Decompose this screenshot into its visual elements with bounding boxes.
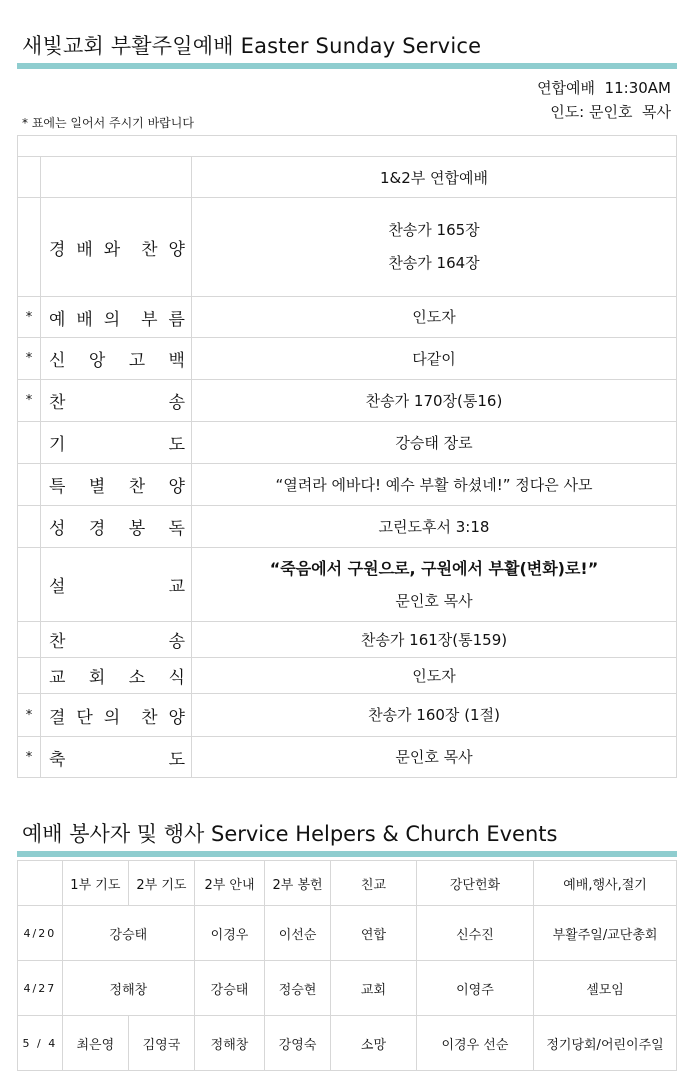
order-row: [18, 422, 677, 464]
stand-marker: *: [18, 380, 41, 422]
label-char: 양: [168, 239, 186, 260]
order-row: [18, 694, 677, 737]
content-line: 찬송가 170장(통16): [365, 391, 503, 410]
helpers-cell-fellowship: 교회: [331, 961, 417, 1016]
order-header-row: [18, 157, 677, 198]
helpers-cell-guide: 이경우: [194, 906, 264, 961]
stand-marker: [18, 198, 41, 297]
content-line: 문인호 목사: [395, 748, 473, 766]
content-line: 고린도후서 3:18: [378, 517, 490, 536]
helpers-cell-prayer2: 김영국: [128, 1016, 194, 1071]
helpers-cell-flowers: 이경우 선순: [416, 1016, 533, 1071]
stand-marker: *: [18, 694, 41, 737]
standing-note: * 표에는 일어서 주시기 바랍니다: [22, 116, 194, 130]
label-char: 양: [168, 707, 186, 728]
order-row: [18, 622, 677, 658]
content-line: 찬송가 165장: [388, 221, 480, 239]
order-top-empty-row: [18, 136, 677, 157]
order-item-label: [41, 422, 192, 464]
content-line: 문인호 목사: [395, 591, 473, 610]
order-row: [18, 380, 677, 422]
label-char: 고: [128, 351, 147, 371]
order-item-content: [192, 422, 677, 464]
label-char: 앙: [88, 351, 107, 371]
label-char: 백: [168, 351, 186, 371]
helpers-col-header: 예배,행사,절기: [534, 861, 677, 906]
order-row: [18, 548, 677, 622]
order-item-label: [41, 622, 192, 658]
helpers-cell-offering: 정승현: [265, 961, 331, 1016]
stand-marker: *: [18, 297, 41, 338]
helpers-col-header: [18, 861, 63, 906]
content-line: 찬송가 164장: [388, 254, 480, 272]
label-char: 도: [168, 435, 186, 455]
helpers-cell-prayer-merged: 정해창: [62, 961, 194, 1016]
label-char: 예: [49, 309, 67, 330]
order-item-label: [41, 506, 192, 548]
helpers-cell-fellowship: 연합: [331, 906, 417, 961]
label-char: 부: [141, 309, 159, 330]
content-line: 다같이: [412, 349, 456, 368]
order-item-label: [41, 464, 192, 506]
helpers-col-header: 2부 안내: [194, 861, 264, 906]
stand-marker: [18, 548, 41, 622]
service-info: [537, 76, 671, 124]
content-line: “열려라 에바다! 예수 부활 하셨네!” 정다은 사모: [275, 475, 593, 494]
order-item-label: [41, 380, 192, 422]
helpers-row: [18, 1016, 677, 1071]
helpers-row: [18, 961, 677, 1016]
helpers-col-header: 2부 기도: [128, 861, 194, 906]
order-item-content: [192, 694, 677, 737]
helpers-cell-date: 4/27: [18, 961, 63, 1016]
label-char: 송: [168, 393, 186, 413]
label-char: 소: [128, 668, 147, 688]
label-char: 결: [49, 707, 67, 728]
label-char: 교: [49, 668, 67, 688]
order-row: [18, 658, 677, 694]
helpers-cell-prayer-merged: 강승태: [62, 906, 194, 961]
order-row: [18, 297, 677, 338]
label-char: 교: [168, 577, 186, 597]
order-row: [18, 506, 677, 548]
label-char: 찬: [141, 707, 159, 728]
label-char: 의: [103, 309, 122, 330]
content-line: 찬송가 160장 (1절): [368, 706, 500, 724]
stand-marker: [18, 506, 41, 548]
order-item-content: [192, 548, 677, 622]
stand-marker: *: [18, 737, 41, 778]
label-char: 설: [49, 577, 67, 597]
service-leader: 인도: 문인호 목사: [550, 103, 671, 121]
label-char: 회: [88, 668, 107, 688]
content-line: 찬송가 161장(통159): [360, 630, 508, 649]
order-item-label: [41, 297, 192, 338]
service-combined-heading: 1&2부 연합예배: [192, 157, 677, 198]
helpers-cell-date: 4/20: [18, 906, 63, 961]
helpers-col-header: 2부 봉헌: [265, 861, 331, 906]
label-char: 단: [76, 707, 94, 728]
helpers-cell-guide: 정해창: [194, 1016, 264, 1071]
order-item-label: [41, 198, 192, 297]
label-char: 찬: [49, 393, 67, 413]
label-char: 식: [168, 668, 186, 688]
helpers-title: 예배 봉사자 및 행사 Service Helpers & Church Events: [22, 822, 558, 846]
label-char: 성: [49, 519, 67, 539]
stand-marker: [18, 464, 41, 506]
helpers-cell-guide: 강승태: [194, 961, 264, 1016]
order-row: [18, 198, 677, 297]
order-of-service-table: [17, 135, 677, 778]
order-item-content: [192, 198, 677, 297]
title-underline: [17, 63, 677, 69]
order-item-label: [41, 658, 192, 694]
order-item-label: [41, 737, 192, 778]
order-item-label: [41, 338, 192, 380]
helpers-cell-event: 정기당회/어린이주일: [534, 1016, 677, 1071]
label-char: 배: [76, 309, 94, 330]
label-char: 찬: [128, 477, 147, 497]
order-item-content: [192, 506, 677, 548]
stand-marker: [18, 658, 41, 694]
stand-marker: *: [18, 338, 41, 380]
helpers-cell-offering: 강영숙: [265, 1016, 331, 1071]
label-char: 봉: [128, 519, 147, 539]
helpers-header-row: [18, 861, 677, 906]
content-line: 인도자: [412, 666, 456, 685]
helpers-cell-date: 5 / 4: [18, 1016, 63, 1071]
label-char: 신: [49, 351, 67, 371]
label-char: 름: [168, 309, 186, 330]
helpers-row: [18, 906, 677, 961]
helpers-table: [17, 860, 677, 1071]
order-row: [18, 464, 677, 506]
label-char: 축: [49, 749, 67, 770]
order-item-content: [192, 380, 677, 422]
helpers-cell-flowers: 이영주: [416, 961, 533, 1016]
label-char: 양: [168, 477, 186, 497]
order-item-content: [192, 737, 677, 778]
label-char: 특: [49, 477, 67, 497]
helpers-cell-flowers: 신수진: [416, 906, 533, 961]
content-line: 인도자: [412, 308, 456, 326]
label-char: 송: [168, 632, 186, 652]
order-item-content: [192, 464, 677, 506]
label-char: 독: [168, 519, 186, 539]
label-char: 배: [76, 239, 94, 260]
order-row: [18, 338, 677, 380]
label-char: 찬: [141, 239, 159, 260]
helpers-cell-prayer1: 최은영: [62, 1016, 128, 1071]
service-time: 연합예배 11:30AM: [537, 79, 671, 97]
stand-marker: [18, 622, 41, 658]
helpers-cell-fellowship: 소망: [331, 1016, 417, 1071]
order-row: [18, 737, 677, 778]
label-char: 기: [49, 435, 67, 455]
helpers-col-header: 1부 기도: [62, 861, 128, 906]
helpers-cell-event: 셀모임: [534, 961, 677, 1016]
stand-marker: [18, 422, 41, 464]
label-char: 찬: [49, 632, 67, 652]
page-title: 새빛교회 부활주일예배 Easter Sunday Service: [22, 34, 482, 58]
content-line: 강승태 장로: [395, 433, 473, 452]
helpers-col-header: 강단헌화: [416, 861, 533, 906]
order-item-content: [192, 338, 677, 380]
helpers-underline: [17, 851, 677, 857]
label-char: 와: [103, 239, 122, 260]
helpers-cell-offering: 이선순: [265, 906, 331, 961]
order-item-content: [192, 622, 677, 658]
helpers-cell-event: 부활주일/교단총회: [534, 906, 677, 961]
label-char: 의: [103, 707, 122, 728]
order-item-content: [192, 297, 677, 338]
order-item-label: [41, 548, 192, 622]
order-item-label: [41, 694, 192, 737]
label-char: 도: [168, 749, 186, 770]
helpers-col-header: 친교: [331, 861, 417, 906]
label-char: 경: [88, 519, 107, 539]
label-char: 별: [88, 477, 107, 497]
label-char: 경: [49, 239, 67, 260]
content-line: “죽음에서 구원으로, 구원에서 부활(변화)로!”: [269, 558, 599, 578]
order-item-content: [192, 658, 677, 694]
